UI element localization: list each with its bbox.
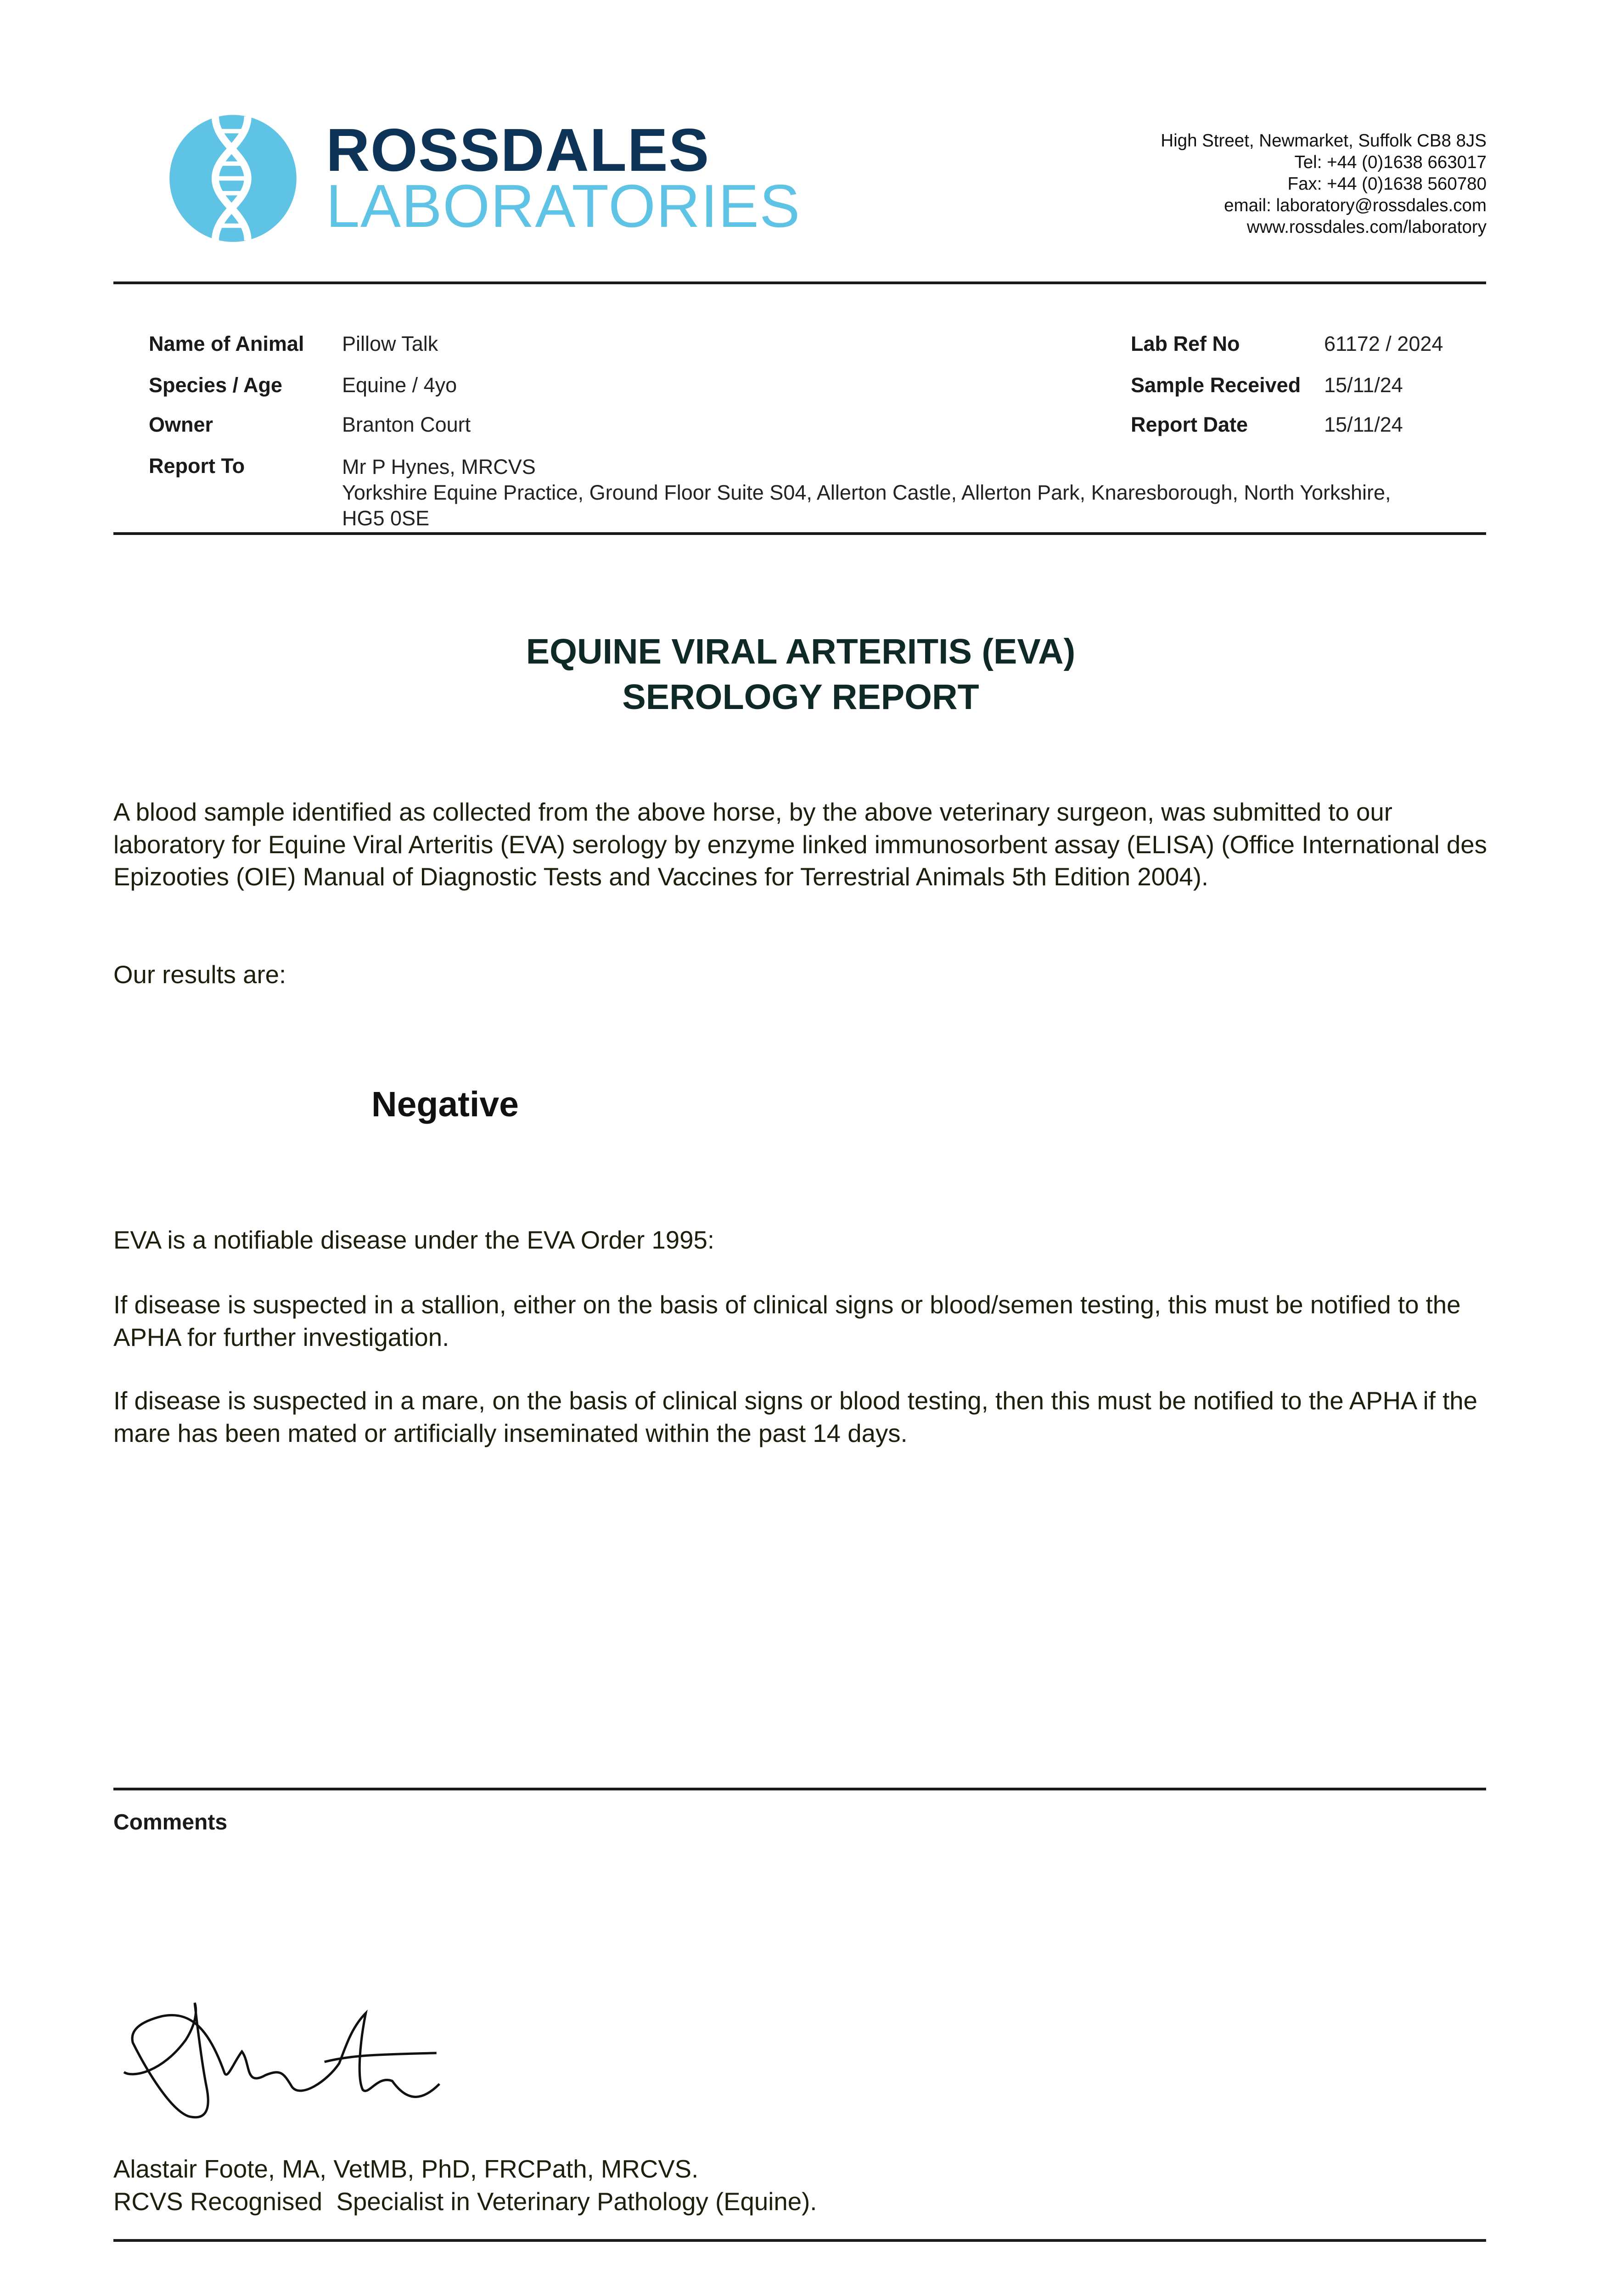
divider — [113, 2239, 1486, 2242]
report-to-label: Report To — [149, 454, 245, 478]
species-value: Equine / 4yo — [342, 373, 457, 397]
owner-label: Owner — [149, 413, 213, 436]
dna-helix-icon — [168, 113, 298, 243]
animal-value: Pillow Talk — [342, 332, 438, 355]
brand-subname: LABORATORIES — [326, 172, 801, 240]
signatory-name: Alastair Foote, MA, VetMB, PhD, FRCPath, MRCVS. — [113, 2155, 699, 2183]
report-date-label: Report Date — [1131, 413, 1248, 436]
brand-name: ROSSDALES — [326, 116, 710, 184]
lab-ref-label: Lab Ref No — [1131, 332, 1240, 355]
received-value: 15/11/24 — [1324, 373, 1403, 397]
signature-image — [118, 1998, 472, 2131]
signatory-title: RCVS Recognised Specialist in Veterinary Pathology (Equine). — [113, 2188, 817, 2216]
divider — [113, 1788, 1486, 1790]
report-title: EQUINE VIRAL ARTERITIS (EVA) — [526, 632, 1076, 671]
species-label: Species / Age — [149, 373, 282, 397]
stallion-text: If disease is suspected in a stallion, either on the basis of clinical signs or blood/semen testing, this must be notified to the APHA for further investigation. — [113, 1291, 1461, 1351]
report-subtitle: SEROLOGY REPORT — [622, 677, 979, 717]
lab-ref-value: 61172 / 2024 — [1324, 332, 1443, 355]
vet-name: Mr P Hynes, MRCVS — [342, 455, 536, 478]
mare-text: If disease is suspected in a mare, on the basis of clinical signs or blood testing, then this must be notified to the APHA if the mare has been mated or artificially inseminated within the past 14 days. — [113, 1387, 1477, 1447]
owner-value: Branton Court — [342, 413, 471, 436]
vet-address: Yorkshire Equine Practice, Ground Floor Suite S04, Allerton Castle, Allerton Park, Knaresborough, North Yorkshire, — [342, 481, 1391, 504]
phone: Tel: +44 (0)1638 663017 — [1294, 152, 1487, 172]
result-value: Negative — [371, 1085, 519, 1124]
lab-address — [1161, 130, 1487, 238]
fax: Fax: +44 (0)1638 560780 — [1287, 174, 1487, 194]
animal-label: Name of Animal — [149, 332, 304, 355]
website-link[interactable]: www.rossdales.com/laboratory — [1246, 217, 1487, 237]
report-to-value — [342, 454, 1391, 531]
comments-label: Comments — [113, 1810, 228, 1835]
divider — [113, 532, 1486, 535]
notifiable-text: EVA is a notifiable disease under the EVA Order 1995: — [113, 1226, 715, 1254]
divider — [113, 281, 1486, 284]
results-intro: Our results are: — [113, 961, 286, 989]
email-link[interactable]: email: laboratory@rossdales.com — [1224, 196, 1487, 215]
address-line: High Street, Newmarket, Suffolk CB8 8JS — [1161, 131, 1487, 151]
intro-paragraph: A blood sample identified as collected from the above horse, by the above veterinary surgeon, was submitted to our laboratory for Equine Viral Arteritis (EVA) serology by enzyme linked immunosorbent assay (ELISA) (Office International des Epizooties (OIE) Manual of Diagnostic Tests and Vaccines for Terrestrial Animals 5th Edition 2004). — [113, 798, 1487, 891]
report-date-value: 15/11/24 — [1324, 413, 1403, 436]
received-label: Sample Received — [1131, 373, 1301, 397]
vet-postcode: HG5 0SE — [342, 506, 430, 530]
